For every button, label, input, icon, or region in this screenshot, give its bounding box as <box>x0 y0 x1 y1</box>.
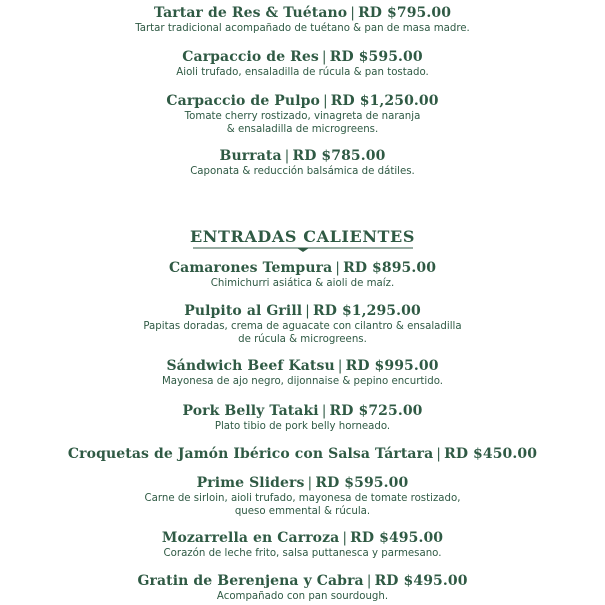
heading-ornament-rule <box>193 246 413 252</box>
menu-item-price: RD $1,250.00 <box>330 93 439 109</box>
menu-item-name: Tartar de Res & Tuétano <box>153 5 348 21</box>
menu-item-title: Burrata | RD $785.00 <box>219 148 386 164</box>
menu-item-description: Carne de sirloin, aioli trufado, mayonesa de tomate rostizado, <box>144 493 461 504</box>
menu-item-name: Pork Belly Tataki <box>182 403 319 419</box>
menu-item-description: Tartar tradicional acompañado de tuétano & pan de masa madre. <box>135 23 470 34</box>
menu-item-name: Sándwich Beef Katsu <box>166 358 335 374</box>
menu-item-description: Mayonesa de ajo negro, dijonnaise & pepino encurtido. <box>161 376 444 387</box>
section-heading-text: ENTRADAS CALIENTES <box>189 227 415 246</box>
menu-item <box>0 573 605 603</box>
menu-item-title: Carpaccio de Res | RD $595.00 <box>182 49 423 65</box>
menu-item <box>0 446 605 463</box>
menu-item-price: RD $595.00 <box>315 475 409 491</box>
menu-item-description: Corazón de leche frito, salsa puttanesca y parmesano. <box>163 548 442 559</box>
menu-item-description: Plato tibio de pork belly horneado. <box>214 421 391 432</box>
menu-item-title: Carpaccio de Pulpo | RD $1,250.00 <box>166 93 439 109</box>
menu-item-title: Camarones Tempura | RD $895.00 <box>168 260 437 276</box>
menu-item-description: & ensaladilla de microgreens. <box>226 124 379 135</box>
menu-item-price: RD $495.00 <box>350 530 444 546</box>
menu-item <box>0 93 605 136</box>
menu-item-title: Tartar de Res & Tuétano | RD $795.00 <box>153 5 452 21</box>
menu-item <box>0 530 605 560</box>
menu-item-price: RD $450.00 <box>444 446 538 462</box>
menu-item-name: Carpaccio de Res <box>182 49 319 65</box>
menu-item-name: Prime Sliders <box>196 475 305 491</box>
menu-item-price: RD $495.00 <box>374 573 468 589</box>
menu-item-price: RD $1,295.00 <box>313 303 421 319</box>
menu-item-description: Papitas doradas, crema de aguacate con cilantro & ensaladilla <box>143 321 462 332</box>
menu-item-name: Camarones Tempura <box>168 260 333 276</box>
menu-item-description: queso emmental & rúcula. <box>234 506 371 517</box>
menu-item <box>0 260 605 290</box>
menu-item <box>0 358 605 388</box>
menu-item-title: Croquetas de Jamón Ibérico con Salsa Tártara | RD $450.00 <box>67 446 538 462</box>
menu-item-title: Sándwich Beef Katsu | RD $995.00 <box>166 358 439 374</box>
menu-item-title: Prime Sliders | RD $595.00 <box>196 475 409 491</box>
menu-item-title: Pulpito al Grill | RD $1,295.00 <box>184 303 421 319</box>
menu-item <box>0 303 605 346</box>
menu-item-description: Tomate cherry rostizado, vinagreta de naranja <box>184 111 421 122</box>
menu-item-price: RD $895.00 <box>343 260 437 276</box>
menu-item-description: Chimichurri asiática & aioli de maíz. <box>210 278 395 289</box>
menu-item-title: Gratin de Berenjena y Cabra | RD $495.00 <box>137 573 468 589</box>
menu-item <box>0 5 605 35</box>
menu-item-name: Carpaccio de Pulpo <box>166 93 320 109</box>
menu-item-description: Caponata & reducción balsámica de dátiles. <box>190 166 415 177</box>
menu-item-price: RD $725.00 <box>329 403 423 419</box>
menu-item <box>0 475 605 518</box>
menu-item-title: Mozarrella en Carroza | RD $495.00 <box>161 530 444 546</box>
menu-item-price: RD $785.00 <box>292 148 386 164</box>
menu-item-price: RD $795.00 <box>358 5 452 21</box>
menu-item-name: Mozarrella en Carroza <box>161 530 340 546</box>
menu-item-name: Gratin de Berenjena y Cabra <box>137 573 364 589</box>
menu-item-title: Pork Belly Tataki | RD $725.00 <box>182 403 423 419</box>
menu-item-name: Burrata <box>219 148 282 164</box>
section-heading <box>0 227 605 247</box>
menu-item-price: RD $595.00 <box>329 49 423 65</box>
menu-item-description: de rúcula & microgreens. <box>238 334 367 345</box>
menu-item-name: Croquetas de Jamón Ibérico con Salsa Tártara <box>67 446 434 462</box>
menu-item-description: Acompañado con pan sourdough. <box>216 591 389 602</box>
menu-item-description: Aioli trufado, ensaladilla de rúcula & pan tostado. <box>176 67 429 78</box>
menu-item <box>0 403 605 433</box>
menu-item <box>0 148 605 178</box>
menu-item-price: RD $995.00 <box>345 358 439 374</box>
menu-item-name: Pulpito al Grill <box>184 303 303 319</box>
menu-item <box>0 49 605 79</box>
